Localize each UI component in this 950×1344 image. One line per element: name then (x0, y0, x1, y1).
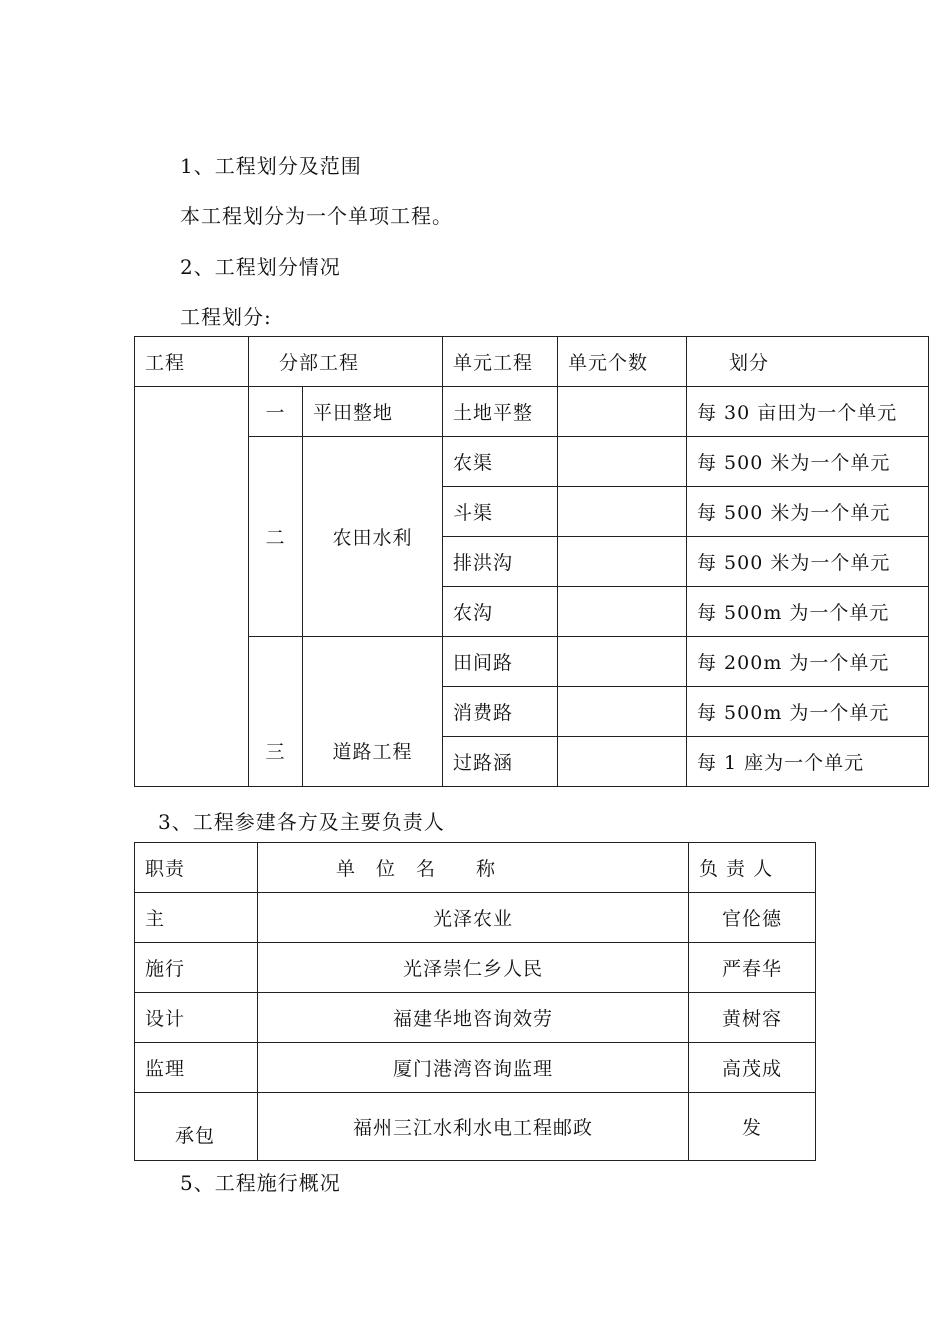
person: 发 (689, 1093, 816, 1161)
group-number: 三 (249, 637, 303, 787)
unit-count (558, 637, 687, 687)
person: 严春华 (689, 943, 816, 993)
section-heading-5: 5、工程施行概况 (180, 1171, 341, 1195)
header-count: 单元个数 (558, 337, 687, 387)
participants-table (134, 842, 816, 1161)
group-number: 二 (249, 437, 303, 637)
unit-name: 土地平整 (443, 387, 558, 437)
paragraph-division-label: 工程划分: (180, 305, 272, 329)
table-row (135, 993, 816, 1043)
unit-division: 每 30 亩田为一个单元 (687, 387, 929, 437)
unit-count (558, 387, 687, 437)
role: 承包 (135, 1093, 258, 1161)
unit: 光泽农业 (258, 893, 689, 943)
unit-division: 每 500 米为一个单元 (687, 487, 929, 537)
unit-count (558, 537, 687, 587)
unit-count (558, 587, 687, 637)
group-name: 道路工程 (303, 637, 443, 787)
project-cell (135, 387, 249, 787)
unit: 光泽崇仁乡人民 (258, 943, 689, 993)
role: 监理 (135, 1043, 258, 1093)
unit-division: 每 500m 为一个单元 (687, 687, 929, 737)
unit-name: 消费路 (443, 687, 558, 737)
unit-division: 每 200m 为一个单元 (687, 637, 929, 687)
table-row (135, 1093, 816, 1161)
table-row (135, 943, 816, 993)
section-heading-3: 3、工程参建各方及主要负责人 (158, 810, 445, 834)
header-project: 工程 (135, 337, 249, 387)
role: 主 (135, 893, 258, 943)
unit-name: 农渠 (443, 437, 558, 487)
unit-division: 每 1 座为一个单元 (687, 737, 929, 787)
header-unit-name: 单 位 名 称 (258, 843, 689, 893)
unit-name: 农沟 (443, 587, 558, 637)
unit-division: 每 500 米为一个单元 (687, 437, 929, 487)
group-number: 一 (249, 387, 303, 437)
unit-count (558, 687, 687, 737)
unit: 福建华地咨询效劳 (258, 993, 689, 1043)
table-row (135, 1043, 816, 1093)
unit-name: 过路涵 (443, 737, 558, 787)
header-unit: 单元工程 (443, 337, 558, 387)
table-row (135, 637, 929, 687)
section-heading-1: 1、工程划分及范围 (180, 154, 362, 178)
table-header-row (135, 843, 816, 893)
unit: 福州三江水利水电工程邮政 (258, 1093, 689, 1161)
unit-count (558, 437, 687, 487)
unit-division: 每 500 米为一个单元 (687, 537, 929, 587)
role: 施行 (135, 943, 258, 993)
role: 设计 (135, 993, 258, 1043)
unit-name: 田间路 (443, 637, 558, 687)
unit-division: 每 500m 为一个单元 (687, 587, 929, 637)
paragraph-scope: 本工程划分为一个单项工程。 (180, 204, 453, 228)
group-name: 农田水利 (303, 437, 443, 637)
header-subproject: 分部工程 (249, 337, 443, 387)
header-division: 划分 (687, 337, 929, 387)
unit-count (558, 737, 687, 787)
group-name: 平田整地 (303, 387, 443, 437)
unit-name: 斗渠 (443, 487, 558, 537)
project-division-table (134, 336, 929, 787)
person: 官伦德 (689, 893, 816, 943)
unit-count (558, 487, 687, 537)
header-role: 职责 (135, 843, 258, 893)
unit: 厦门港湾咨询监理 (258, 1043, 689, 1093)
table-row (135, 893, 816, 943)
section-heading-2: 2、工程划分情况 (180, 255, 341, 279)
table-row (135, 437, 929, 487)
header-person: 负 责 人 (689, 843, 816, 893)
table-row (135, 387, 929, 437)
person: 高茂成 (689, 1043, 816, 1093)
unit-name: 排洪沟 (443, 537, 558, 587)
table-header-row (135, 337, 929, 387)
person: 黄树容 (689, 993, 816, 1043)
